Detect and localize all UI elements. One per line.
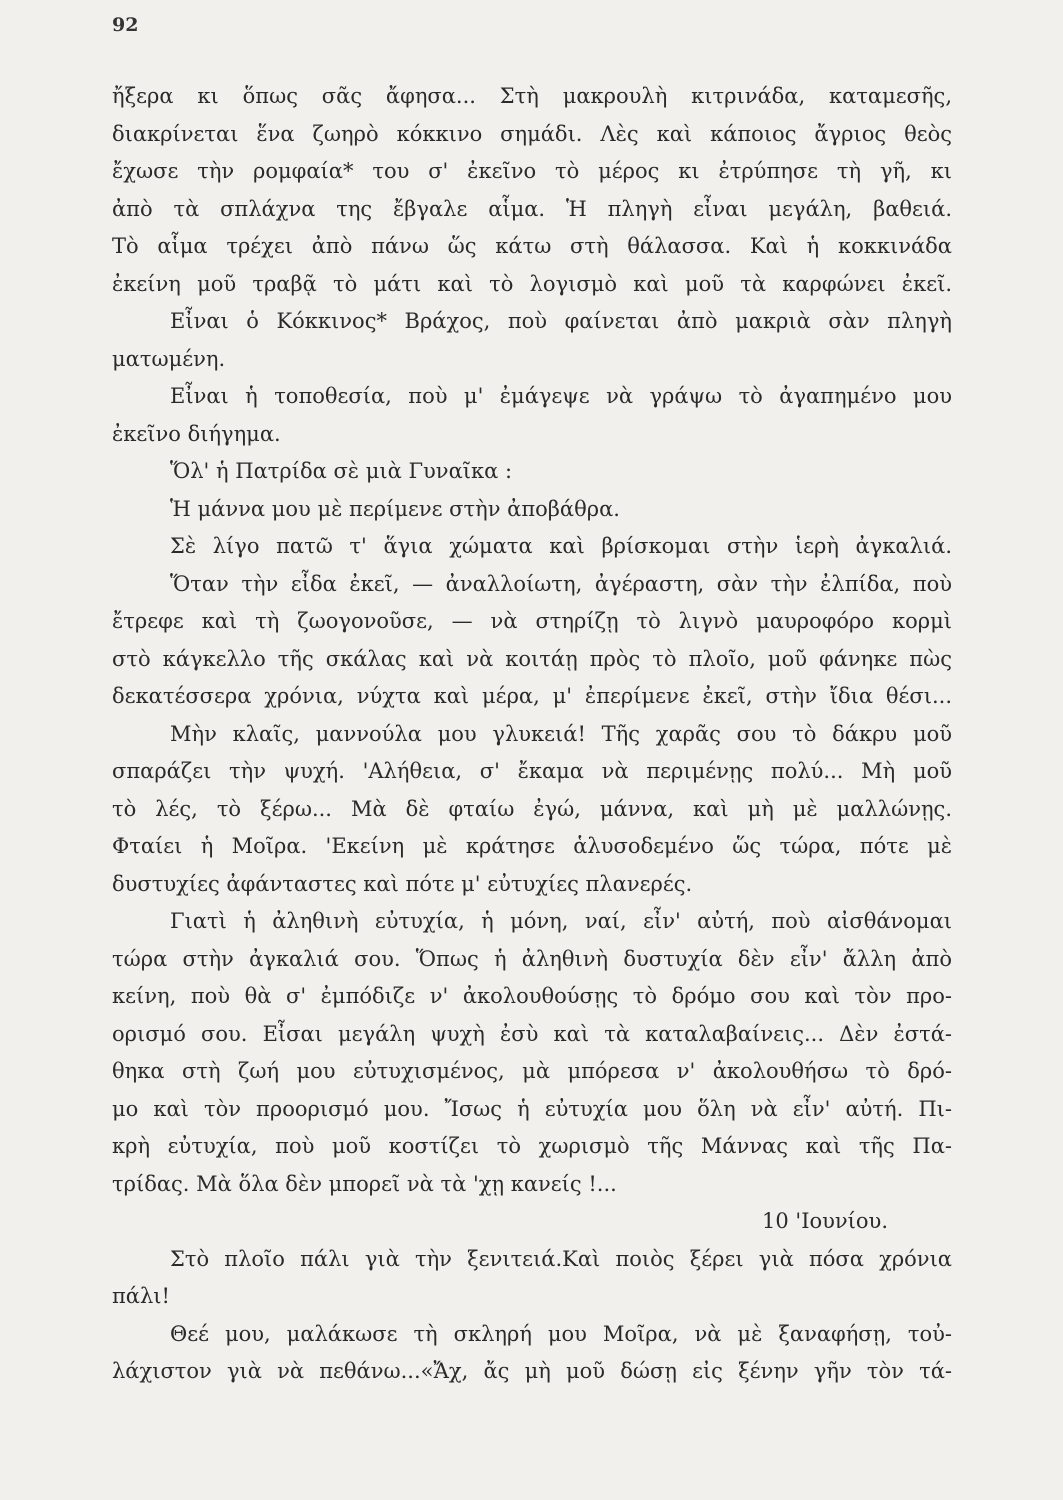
- text-line: κείνη, ποὺ θὰ σ' ἐμπόδιζε ν' ἀκολουθούσῃς τὸ δρόμο σου καὶ τὸν προ-: [112, 984, 952, 1008]
- text-line: δεκατέσσερα χρόνια, νύχτα καὶ μέρα, μ' ἐπερίμενε ἐκεῖ, στὴν ἴδια θέσι...: [112, 684, 952, 708]
- text-line: δυστυχίες ἀφάνταστες καὶ πότε μ' εὐτυχίες πλανερές.: [112, 871, 693, 896]
- text-line: ἤξερα κι ὅπως σᾶς ἄφησα... Στὴ μακρουλὴ κιτρινάδα, καταμεσῆς,: [112, 84, 952, 108]
- text-line: θηκα στὴ ζωή μου εὐτυχισμένος, μὰ μπόρεσα ν' ἀκολουθήσω τὸ δρό-: [112, 1059, 952, 1083]
- body-text: [112, 78, 952, 1391]
- text-line: Εἶναι ὁ Κόκκινος* Βράχος, ποὺ φαίνεται ἀπὸ μακριὰ σὰν πληγὴ: [170, 309, 952, 333]
- text-line: διακρίνεται ἕνα ζωηρὸ κόκκινο σημάδι. Λὲς καὶ κάποιος ἄγριος θεὸς: [112, 121, 952, 146]
- text-line: Θεέ μου, μαλάκωσε τὴ σκληρή μου Μοῖρα, νὰ μὲ ξαναφήσῃ, τοὐ-: [170, 1321, 952, 1346]
- text-line: ἔχωσε τὴν ρομφαία* του σ' ἐκεῖνο τὸ μέρος κι ἐτρύπησε τὴ γῆ, κι: [112, 159, 952, 183]
- text-line: ἐκείνη μοῦ τραβᾷ τὸ μάτι καὶ τὸ λογισμὸ καὶ μοῦ τὰ καρφώνει ἐκεῖ.: [112, 271, 952, 296]
- text-line: Εἶναι ἡ τοποθεσία, ποὺ μ' ἐμάγεψε νὰ γράψω τὸ ἀγαπημένο μου: [170, 384, 952, 408]
- text-line: Γιατὶ ἡ ἀληθινὴ εὐτυχία, ἡ μόνη, ναί, εἶν' αὐτή, ποὺ αἰσθάνομαι: [170, 909, 952, 933]
- text-line: κρὴ εὐτυχία, ποὺ μοῦ κοστίζει τὸ χωρισμὸ τῆς Μάννας καὶ τῆς Πα-: [112, 1134, 952, 1158]
- text-line: Στὸ πλοῖο πάλι γιὰ τὴν ξενιτειά.Καὶ ποιὸς ξέρει γιὰ πόσα χρόνια: [170, 1246, 952, 1271]
- text-line: Ὅλ' ἡ Πατρίδα σὲ μιὰ Γυναῖκα :: [170, 459, 513, 483]
- text-line: Μὴν κλαῖς, μαννούλα μου γλυκειά! Τῆς χαρᾶς σου τὸ δάκρυ μοῦ: [170, 721, 952, 746]
- text-line: ἔτρεφε καὶ τὴ ζωογονοῦσε, — νὰ στηρίζῃ τὸ λιγνὸ μαυροφόρο κορμὶ: [112, 609, 952, 633]
- text-line: στὸ κάγκελλο τῆς σκάλας καὶ νὰ κοιτάῃ πρὸς τὸ πλοῖο, μοῦ φάνηκε πὼς: [112, 646, 952, 671]
- text-line: Σὲ λίγο πατῶ τ' ἅγια χώματα καὶ βρίσκομαι στὴν ἱερὴ ἀγκαλιά.: [170, 534, 952, 558]
- text-line: ματωμένη.: [112, 346, 226, 371]
- text-line: Ἡ μάννα μου μὲ περίμενε στὴν ἀποβάθρα.: [170, 496, 620, 521]
- text-line: μο καὶ τὸν προορισμό μου. Ἴσως ἡ εὐτυχία μου ὅλη νὰ εἶν' αὐτή. Πι-: [112, 1096, 952, 1121]
- text-line: Τὸ αἷμα τρέχει ἀπὸ πάνω ὥς κάτω στὴ θάλασσα. Καὶ ἡ κοκκινάδα: [112, 234, 952, 258]
- text-line: πάλι!: [112, 1284, 170, 1308]
- text-line: ἐκεῖνο διήγημα.: [112, 421, 281, 446]
- text-line: ἀπὸ τὰ σπλάχνα της ἔβγαλε αἷμα. Ἡ πληγὴ εἶναι μεγάλη, βαθειά.: [112, 196, 952, 221]
- dateline: 10 'Ιουνίου.: [762, 1209, 888, 1233]
- text-line: Ὅταν τὴν εἶδα ἐκεῖ, — ἀναλλοίωτη, ἀγέραστη, σὰν τὴν ἐλπίδα, ποὺ: [170, 571, 952, 596]
- text-line: Φταίει ἡ Μοῖρα. 'Εκείνη μὲ κράτησε ἁλυσοδεμένο ὥς τώρα, πότε μὲ: [112, 834, 952, 858]
- text-line: λάχιστον γιὰ νὰ πεθάνω...«Ἄχ, ἄς μὴ μοῦ δώσῃ εἰς ξένην γῆν τὸν τά-: [112, 1359, 952, 1383]
- text-line: ορισμό σου. Εἶσαι μεγάλη ψυχὴ ἐσὺ καὶ τὰ καταλαβαίνεις... Δὲν ἐστά-: [112, 1021, 952, 1046]
- text-line: τώρα στὴν ἀγκαλιά σου. Ὅπως ἡ ἀληθινὴ δυστυχία δὲν εἶν' ἄλλη ἀπὸ: [112, 946, 952, 971]
- page-number: 92: [112, 14, 139, 36]
- text-line: τὸ λές, τὸ ξέρω... Μὰ δὲ φταίω ἐγώ, μάννα, καὶ μὴ μὲ μαλλώνῃς.: [112, 796, 952, 821]
- text-line: σπαράζει τὴν ψυχή. 'Αλήθεια, σ' ἔκαμα νὰ περιμένῃς πολύ... Μὴ μοῦ: [112, 759, 952, 783]
- text-line: τρίδας. Μὰ ὅλα δὲν μπορεῖ νὰ τὰ 'χῃ κανείς !...: [112, 1171, 617, 1196]
